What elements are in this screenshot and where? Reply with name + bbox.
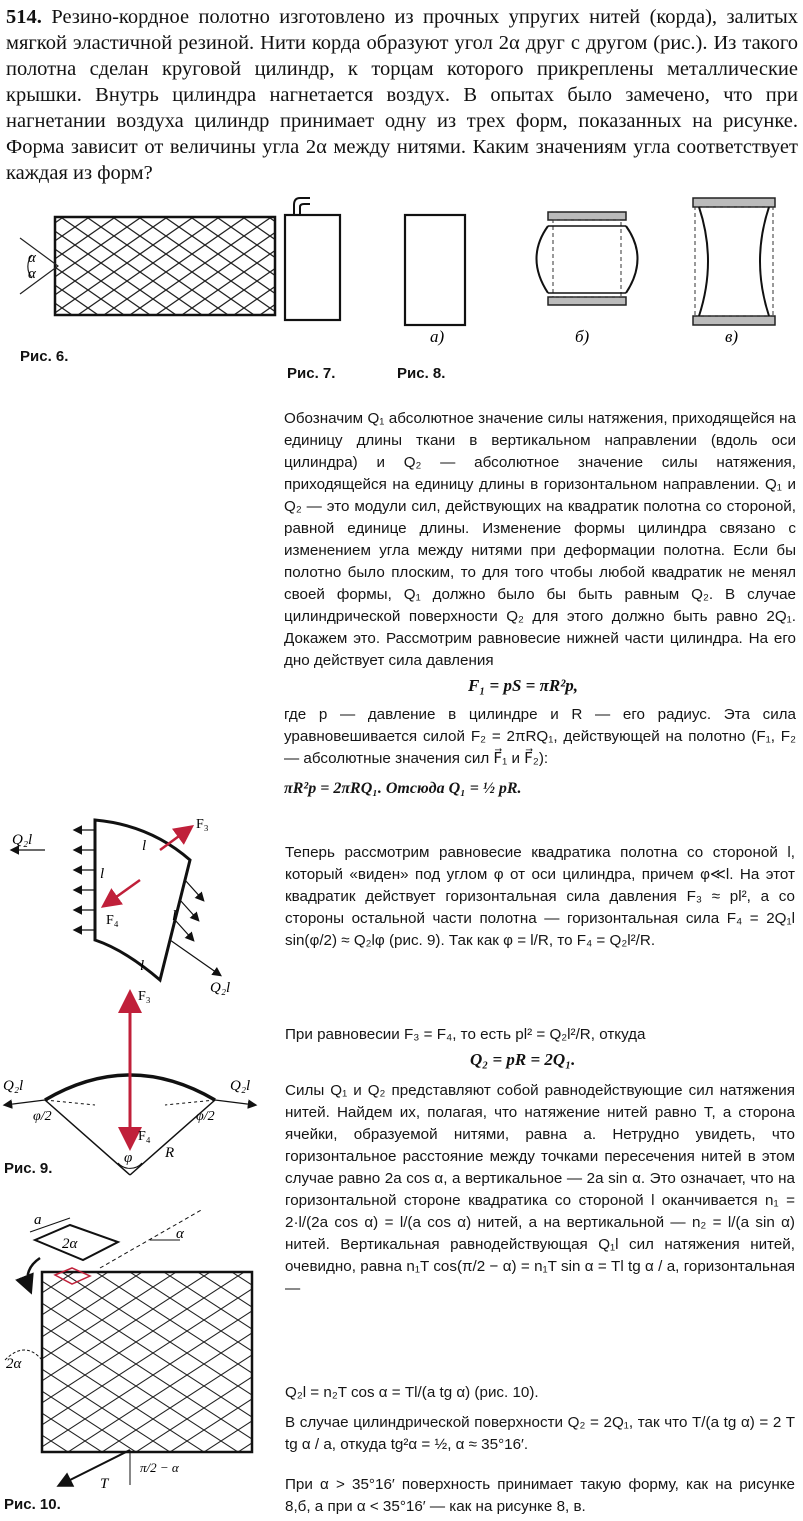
fig8-shape-b bbox=[537, 212, 638, 305]
fig10-t-label: T bbox=[100, 1476, 109, 1492]
equation-f1: F₁ = pS = πR²p, bbox=[468, 676, 579, 695]
fig10-2alpha-label: 2α bbox=[62, 1236, 78, 1252]
fig9-r-label: R bbox=[165, 1145, 175, 1161]
fig8-caption: Рис. 8. bbox=[397, 365, 446, 382]
fig9-phi2-label: φ/2 bbox=[33, 1109, 52, 1124]
fig8-shape-c bbox=[693, 198, 775, 325]
fig10-2alpha-label: 2α bbox=[6, 1356, 22, 1372]
equation-q2: Q₂ = pR = 2Q₁. bbox=[470, 1050, 576, 1069]
fig9-f4-label: F₄ bbox=[138, 1129, 151, 1144]
solution-para-7: В случае цилиндрической поверхности Q₂ = 2Q₁, так что T/(a tg α) = 2 T tg α / a, откуда tg²α = ½, α ≈ 35°16′. bbox=[285, 1414, 795, 1453]
fig9-f4-label: F₄ bbox=[106, 913, 119, 928]
fig9-f3-label: F₃ bbox=[138, 989, 151, 1004]
fig8-label-a: а) bbox=[430, 327, 445, 346]
solution-para-2: где p — давление в цилиндре и R — его радиус. Эта сила уравновешивается силой F₂ = 2πRQ₁, действующей на полотно (F₁, F₂ — абсолютные значения сил F⃗₁ и F⃗₂): bbox=[284, 706, 796, 767]
fig10-caption: Рис. 10. bbox=[4, 1496, 61, 1513]
problem-number: 514. bbox=[6, 6, 42, 28]
fig9-l-label: l bbox=[142, 838, 147, 854]
fig9-q2l-label: Q₂l bbox=[12, 832, 33, 848]
figure-7 bbox=[280, 190, 350, 330]
figure-10 bbox=[0, 1210, 275, 1510]
fig9-f3-label: F₃ bbox=[196, 817, 209, 832]
fig6-caption: Рис. 6. bbox=[20, 348, 69, 365]
solution-para-2b: πR²p = 2πRQ₁. Отсюда Q₁ = ½ pR. bbox=[284, 780, 522, 797]
solution-para-8: При α > 35°16′ поверхность принимает такую форму, как на рисунке 8,б, а при α < 35°16′ — как на рисунке 8, в. bbox=[285, 1476, 795, 1515]
figure-8 bbox=[395, 190, 795, 350]
fig10-a-label: a bbox=[34, 1212, 42, 1228]
fig7-caption: Рис. 7. bbox=[287, 365, 336, 382]
fig6-alpha-label: α bbox=[28, 266, 36, 282]
figure-9 bbox=[0, 800, 275, 1190]
fig9-caption: Рис. 9. bbox=[4, 1160, 53, 1177]
fig9-q2l-label: Q₂l bbox=[210, 980, 231, 996]
solution-para-3: Теперь рассмотрим равновесие квадратика полотна со стороной l, который «виден» под углом φ от оси цилиндра, причем φ≪l. На этот квадратик действует горизонтальная сила давления F₃ ≈ pl², а со стороны остальной части полотна — горизонтальная сила F₄ = 2Q₁l sin(φ/2) ≈ Q₂lφ (рис. 9). Так как φ = l/R, то F₄ = Q₂l²/R. bbox=[285, 844, 795, 949]
fig9-l-label: l bbox=[100, 866, 105, 882]
figure-6 bbox=[10, 200, 280, 330]
fig9-q2l-label: Q₂l bbox=[230, 1078, 251, 1094]
problem-text: Резино-кордное полотно изготовлено из прочных упругих нитей (корда), залитых мягкой эластичной резиной. Нити корда образуют угол 2α друг с другом (рис.). Из такого полотна сделан круговой цилиндр, к торцам которого прикреплены металлические крышки. Внутрь цилиндра нагнетается воздух. В опытах было замечено, что при нагнетании воздуха цилиндр принимает одну из трех форм, показанных на рисунке. Форма зависит от величины угла 2α между нитями. Каким значениям угла соответствует каждая из форм? bbox=[6, 6, 799, 184]
fig6-alpha-label: α bbox=[28, 250, 36, 266]
solution-para-5: Силы Q₁ и Q₂ представляют собой равнодействующие сил натяжения нитей. Найдем их, полагая, что натяжение нитей равно T, а сторона ячейки, образуемой нитями, равна a. Нетрудно увидеть, что горизонтальное расстояние между точками пересечения нитей в этом случае равно 2a cos α, а вертикальное — 2a sin α. Это означает, что на горизонтальной стороне квадратика со стороной l оканчивается n₁ = 2·l/(2a cos α) = l/(a cos α) нитей, а на вертикальной — n₂ = l/(a sin α) нитей. Вертикальная равнодействующая Q₁l сил натяжения нитей, очевидно, равна n₁T cos(π/2 − α) = n₁T sin α = Tl tg α / a, горизонтальная — bbox=[285, 1082, 795, 1297]
solution-para-6: Q₂l = n₂T cos α = Tl/(a tg α) (рис. 10). bbox=[285, 1384, 539, 1401]
fig9-l-label: l bbox=[140, 958, 145, 974]
fig10-alpha-label: α bbox=[176, 1226, 184, 1242]
fig9-phi-label: φ bbox=[124, 1150, 133, 1166]
fig8-label-c: в) bbox=[725, 327, 739, 346]
fig8-label-b: б) bbox=[575, 327, 590, 346]
solution-para-4: При равновесии F₃ = F₄, то есть pl² = Q₂l²/R, откуда bbox=[285, 1026, 646, 1043]
fig9-q2l-label: Q₂l bbox=[3, 1078, 24, 1094]
fig10-pi2a-label: π/2 − α bbox=[140, 1460, 179, 1475]
solution-para-1: Обозначим Q₁ абсолютное значение силы натяжения, приходящейся на единицу длины ткани в вертикальном направлении (вдоль оси цилиндра) и Q₂ — абсолютное значение силы натяжения, приходящейся на единицу длины в горизонтальном направлении. Q₁ и Q₂ — это модули сил, действующих на квадратик полотна со стороной, равной единице длины. Изменение формы цилиндра связано с изменением угла между нитями при деформации полотна. Если бы полотно было плоским, то для того чтобы любой квадратик не менял своей формы, Q₁ должно было бы быть равным Q₂. В случае цилиндрической поверхности Q₂ для этого должно быть равно 2Q₁. Докажем это. Рассмотрим равновесие нижней части цилиндра. На его дно действует сила давления bbox=[284, 410, 796, 669]
fig9-phi2-label: φ/2 bbox=[196, 1109, 215, 1124]
fig9-l-label: l bbox=[172, 908, 177, 924]
problem-statement bbox=[6, 4, 798, 186]
